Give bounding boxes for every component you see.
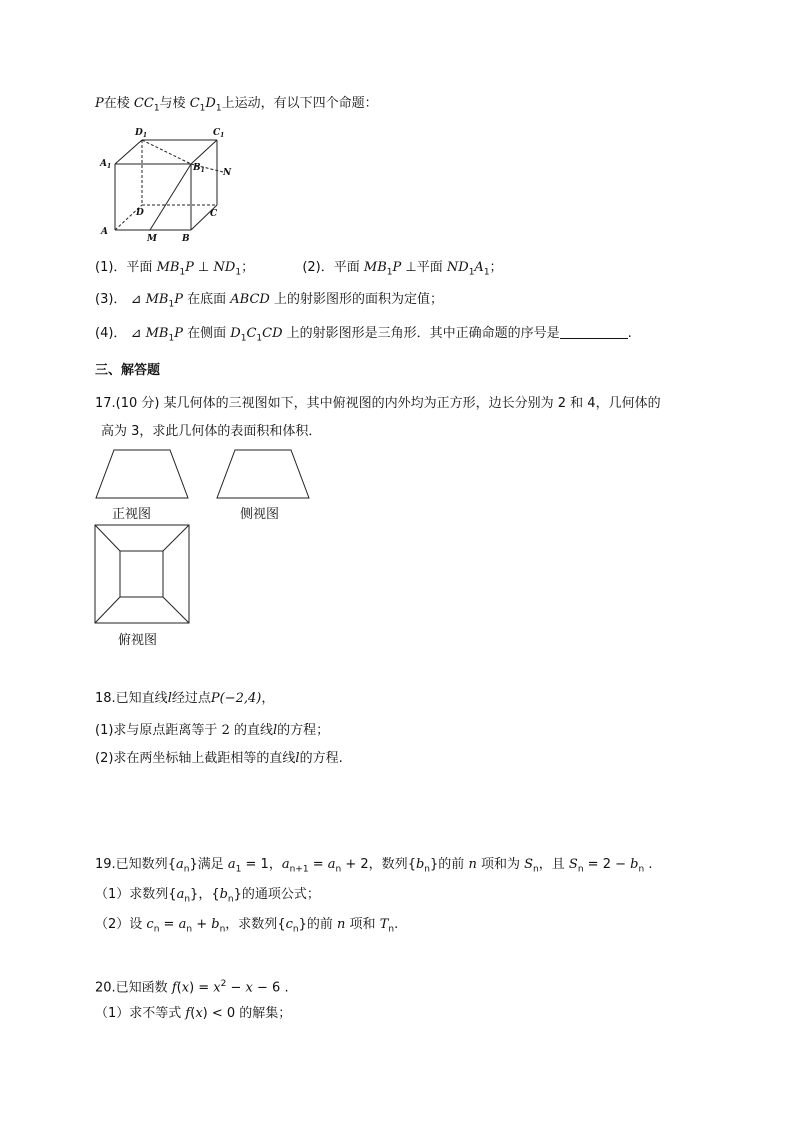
front-view-caption: 正视图	[112, 507, 152, 522]
label-A: A	[101, 227, 108, 237]
label-M: M	[147, 234, 157, 244]
label-D: D	[136, 208, 144, 218]
section-title: 三、解答题	[95, 363, 161, 378]
answer-blank	[560, 325, 628, 339]
label-C1: $C_1$	[213, 128, 225, 139]
side-view-caption: 侧视图	[240, 507, 280, 522]
q16-intro: P在棱 $CC_1$与棱 $C_1D_1$上运动，有以下四个命题：	[95, 96, 378, 114]
label-A1: $A_1$	[100, 159, 112, 170]
label-N: N	[223, 168, 232, 178]
side-view-figure	[215, 448, 313, 502]
q20-part1: （1）求不等式 f(x) < 0 的解集；	[95, 1006, 292, 1021]
label-B1: $B_1$	[193, 163, 205, 174]
cube-figure	[95, 124, 245, 246]
top-view-figure	[94, 524, 192, 626]
front-view-figure	[94, 448, 192, 502]
label-D1: $D_1$	[135, 128, 147, 139]
q18-part1: (1)求与原点距离等于 2 的直线l的方程；	[95, 723, 330, 738]
label-B: B	[182, 234, 190, 244]
q19-stem: 19.已知数列$\{a_n\}$满足 $a_1 = 1$，$a_{n+1} = a_n + 2$，数列$\{b_n\}$的前 n 项和为 $S_n$，且 $S_n = 2 - b_n$ .	[95, 857, 653, 875]
top-view-caption: 俯视图	[118, 633, 158, 648]
label-C: C	[210, 209, 218, 219]
q16-prop-3: (3)． ⊿ $MB_1P$ 在底面 ABCD 上的射影图形的面积为定值；	[95, 292, 443, 310]
q17-line1: 17.(10 分) 某几何体的三视图如下，其中俯视图的内外均为正方形，边长分别为 2 和 4，几何体的	[95, 396, 661, 411]
q16-prop-1-2: (1)．平面 $MB_1P$ ⊥ $ND_1$； (2)．平面 $MB_1P$ ⊥平面 $ND_1A_1$；	[95, 260, 503, 278]
q17-line2: 高为 3，求此几何体的表面积和体积．	[101, 424, 322, 439]
q18-stem: 18.已知直线l经过点P(−2,4)，	[95, 691, 275, 706]
q19-part1: （1）求数列$\{a_n\}$，$\{b_n\}$的通项公式；	[95, 887, 320, 905]
q20-stem: 20.已知函数 $f(x) = x^2 - x - 6$ .	[95, 979, 289, 996]
q18-part2: (2)求在两坐标轴上截距相等的直线l的方程.	[95, 751, 343, 766]
q16-prop-4: (4)． ⊿ $MB_1P$ 在侧面 $D_1C_1CD$ 上的射影图形是三角形．其中正确命题的序号是 .	[95, 326, 632, 344]
q19-part2: （2）设 $c_n = a_n + b_n$，求数列$\{c_n\}$的前 n 项和 $T_n$.	[95, 917, 399, 935]
